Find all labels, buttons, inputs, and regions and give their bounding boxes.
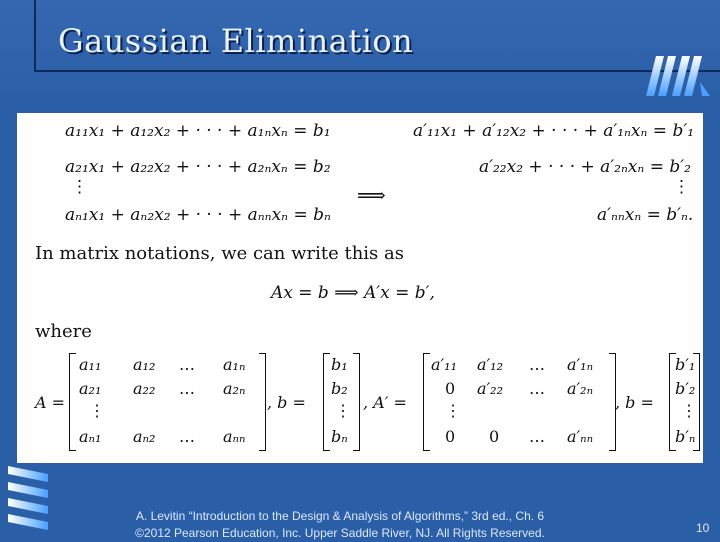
- left-equation-3: aₙ₁x₁ + aₙ₂x₂ + · · · + aₙₙxₙ = bₙ: [65, 205, 331, 225]
- matrix-notation-text: In matrix notations, we can write this as: [35, 243, 404, 264]
- page-number: 10: [696, 521, 710, 535]
- A-left-bracket: [69, 353, 76, 451]
- A-prime-label: , A′ =: [363, 393, 407, 412]
- footer-copyright: ©2012 Pearson Education, Inc. Upper Saddle River, NJ. All Rights Reserved.: [135, 526, 545, 540]
- b-prime-cell: b′₂: [675, 379, 696, 398]
- right-equation-3: a′ₙₙxₙ = b′ₙ.: [597, 205, 694, 225]
- A-prime-cell: a′₂ₙ: [567, 379, 594, 398]
- A-prime-cell: …: [529, 427, 545, 446]
- b-right-bracket: [353, 353, 360, 451]
- slide-content-panel: [17, 113, 703, 463]
- slide-title: Gaussian Elimination: [58, 22, 414, 60]
- A-cell: a₂₁: [79, 379, 102, 398]
- b-prime-cell: b′ₙ: [675, 427, 696, 446]
- b-prime-label: , b =: [615, 393, 654, 412]
- A-cell: a₁ₙ: [223, 355, 246, 374]
- b-label: , b =: [267, 393, 306, 412]
- slide-footer: [100, 508, 580, 542]
- b-left-bracket: [323, 353, 330, 451]
- A-cell: a₂₂: [133, 379, 156, 398]
- A-cell: …: [179, 427, 195, 446]
- A-prime-cell: a′₁ₙ: [567, 355, 594, 374]
- b-prime-cell: b′₁: [675, 355, 696, 374]
- A-right-bracket: [259, 353, 266, 451]
- footer-citation: A. Levitin “Introduction to the Design & Analysis of Algorithms,” 3rd ed., Ch. 6: [135, 509, 545, 523]
- A-prime-cell: …: [529, 355, 545, 374]
- A-cell: a₁₂: [133, 355, 156, 374]
- left-equation-1: a₁₁x₁ + a₁₂x₂ + · · · + a₁ₙxₙ = b₁: [65, 121, 331, 141]
- right-vdots: ⋮: [673, 177, 690, 197]
- A-cell: aₙ₂: [133, 427, 156, 446]
- b-cell: bₙ: [331, 427, 348, 446]
- A-prime-cell: ⋮: [445, 401, 461, 420]
- where-text: where: [35, 321, 92, 342]
- A-cell: …: [179, 355, 195, 374]
- A-prime-cell: 0: [489, 427, 500, 446]
- A-prime-cell: a′ₙₙ: [567, 427, 594, 446]
- right-equation-1: a′₁₁x₁ + a′₁₂x₂ + · · · + a′₁ₙxₙ = b′₁: [413, 121, 695, 141]
- b-cell: ⋮: [335, 401, 351, 420]
- left-vdots: ⋮: [71, 177, 88, 197]
- b-cell: b₁: [331, 355, 348, 374]
- decorative-stripes-bottom-icon: [4, 462, 52, 532]
- A-cell: …: [179, 379, 195, 398]
- A-prime-cell: 0: [445, 379, 456, 398]
- A-cell: aₙ₁: [79, 427, 102, 446]
- A-cell: a₂ₙ: [223, 379, 246, 398]
- A-cell: a₁₁: [79, 355, 102, 374]
- A-prime-cell: a′₁₁: [431, 355, 457, 374]
- A-prime-cell: a′₁₂: [477, 355, 503, 374]
- decorative-stripes-logo-icon: [642, 52, 714, 100]
- A-cell: ⋮: [89, 401, 105, 420]
- right-equation-2: a′₂₂x₂ + · · · + a′₂ₙxₙ = b′₂: [479, 157, 691, 177]
- matrix-equation: Ax = b ⟹ A′x = b′,: [271, 283, 435, 303]
- implies-arrow: ⟹: [357, 183, 386, 207]
- A-prime-cell: …: [529, 379, 545, 398]
- b-prime-cell: ⋮: [681, 401, 697, 420]
- left-equation-2: a₂₁x₁ + a₂₂x₂ + · · · + a₂ₙxₙ = b₂: [65, 157, 331, 177]
- A-cell: aₙₙ: [223, 427, 246, 446]
- b-cell: b₂: [331, 379, 348, 398]
- A-prime-cell: a′₂₂: [477, 379, 503, 398]
- A-prime-left-bracket: [423, 353, 430, 451]
- A-label: A =: [35, 393, 66, 412]
- A-prime-cell: 0: [445, 427, 456, 446]
